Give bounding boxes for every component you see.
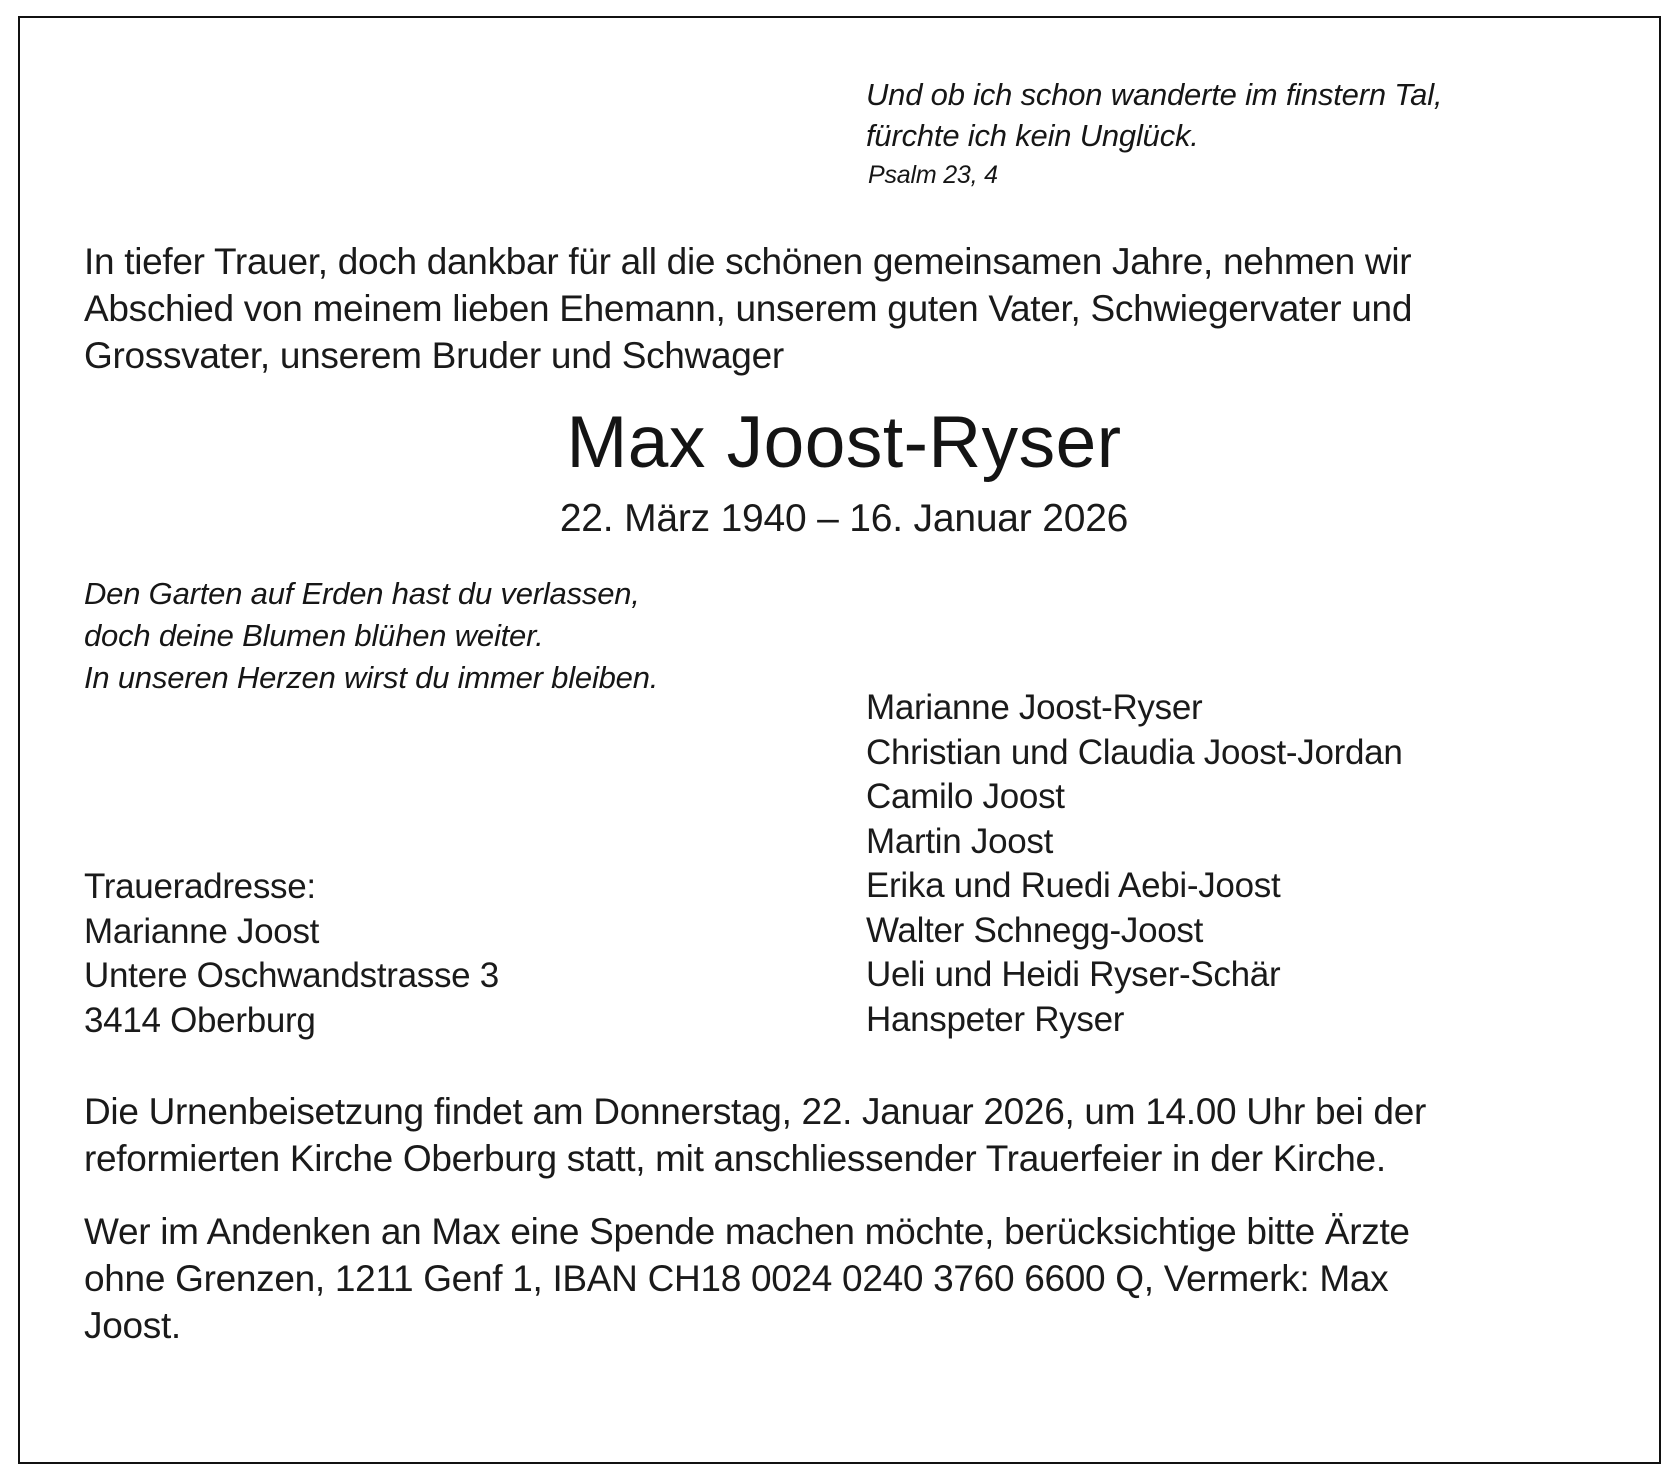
notice-border [18,16,1661,1464]
verse-block [84,573,804,699]
list-item: Erika und Ruedi Aebi-Joost [866,866,1281,905]
list-item: Walter Schnegg-Joost [866,910,1204,950]
verse-line-1: Den Garten auf Erden hast du verlassen, [84,576,640,611]
verse-line-3: In unseren Herzen wirst du immer bleiben. [84,660,659,695]
ceremony-paragraph: Die Urnenbeisetzung findet am Donnerstag, 22. Januar 2026, um 14.00 Uhr bei der reformierten Kirche Oberburg statt, mit anschliessender Trauerfeier in der Kirche. [84,1091,1427,1179]
notice-content [84,58,1611,1442]
mourning-address-city: 3414 Oberburg [84,1000,316,1040]
verse-line-2: doch deine Blumen blühen weiter. [84,618,544,653]
mourning-address-label: Traueradresse: [84,867,316,906]
epigraph-source: Psalm 23, 4 [868,161,998,189]
list-item: Ueli und Heidi Ryser-Schär [866,955,1281,994]
survivors-list [866,686,1566,1042]
epigraph-line-1: Und ob ich schon wanderte im finstern Tal, [866,77,1443,112]
list-item: Marianne Joost-Ryser [866,688,1203,727]
list-item: Hanspeter Ryser [866,999,1125,1039]
mourning-address-block [84,865,724,1043]
mourning-address-street: Untere Oschwandstrasse 3 [84,956,499,995]
epigraph-line-2: fürchte ich kein Unglück. [866,118,1199,153]
mourning-address-name: Marianne Joost [84,911,320,951]
list-item: Christian und Claudia Joost-Jordan [866,732,1403,772]
list-item: Martin Joost [866,821,1054,861]
intro-paragraph: In tiefer Trauer, doch dankbar für all die schönen gemeinsamen Jahre, nehmen wir Abschied von meinem lieben Ehemann, unserem guten Vater, Schwiegervater und Grossvater, unserem Bruder und Schwager [84,241,1413,376]
donation-paragraph: Wer im Andenken an Max eine Spende machen möchte, berücksichtige bitte Ärzte ohne Grenzen, 1211 Genf 1, IBAN CH18 0024 0240 3760 6600 Q, Vermerk: Max Joost. [84,1211,1410,1346]
deceased-dates: 22. März 1940 – 16. Januar 2026 [559,497,1129,540]
epigraph-block [866,74,1506,194]
list-item: Camilo Joost [866,777,1065,816]
deceased-name: Max Joost-Ryser [566,402,1122,483]
